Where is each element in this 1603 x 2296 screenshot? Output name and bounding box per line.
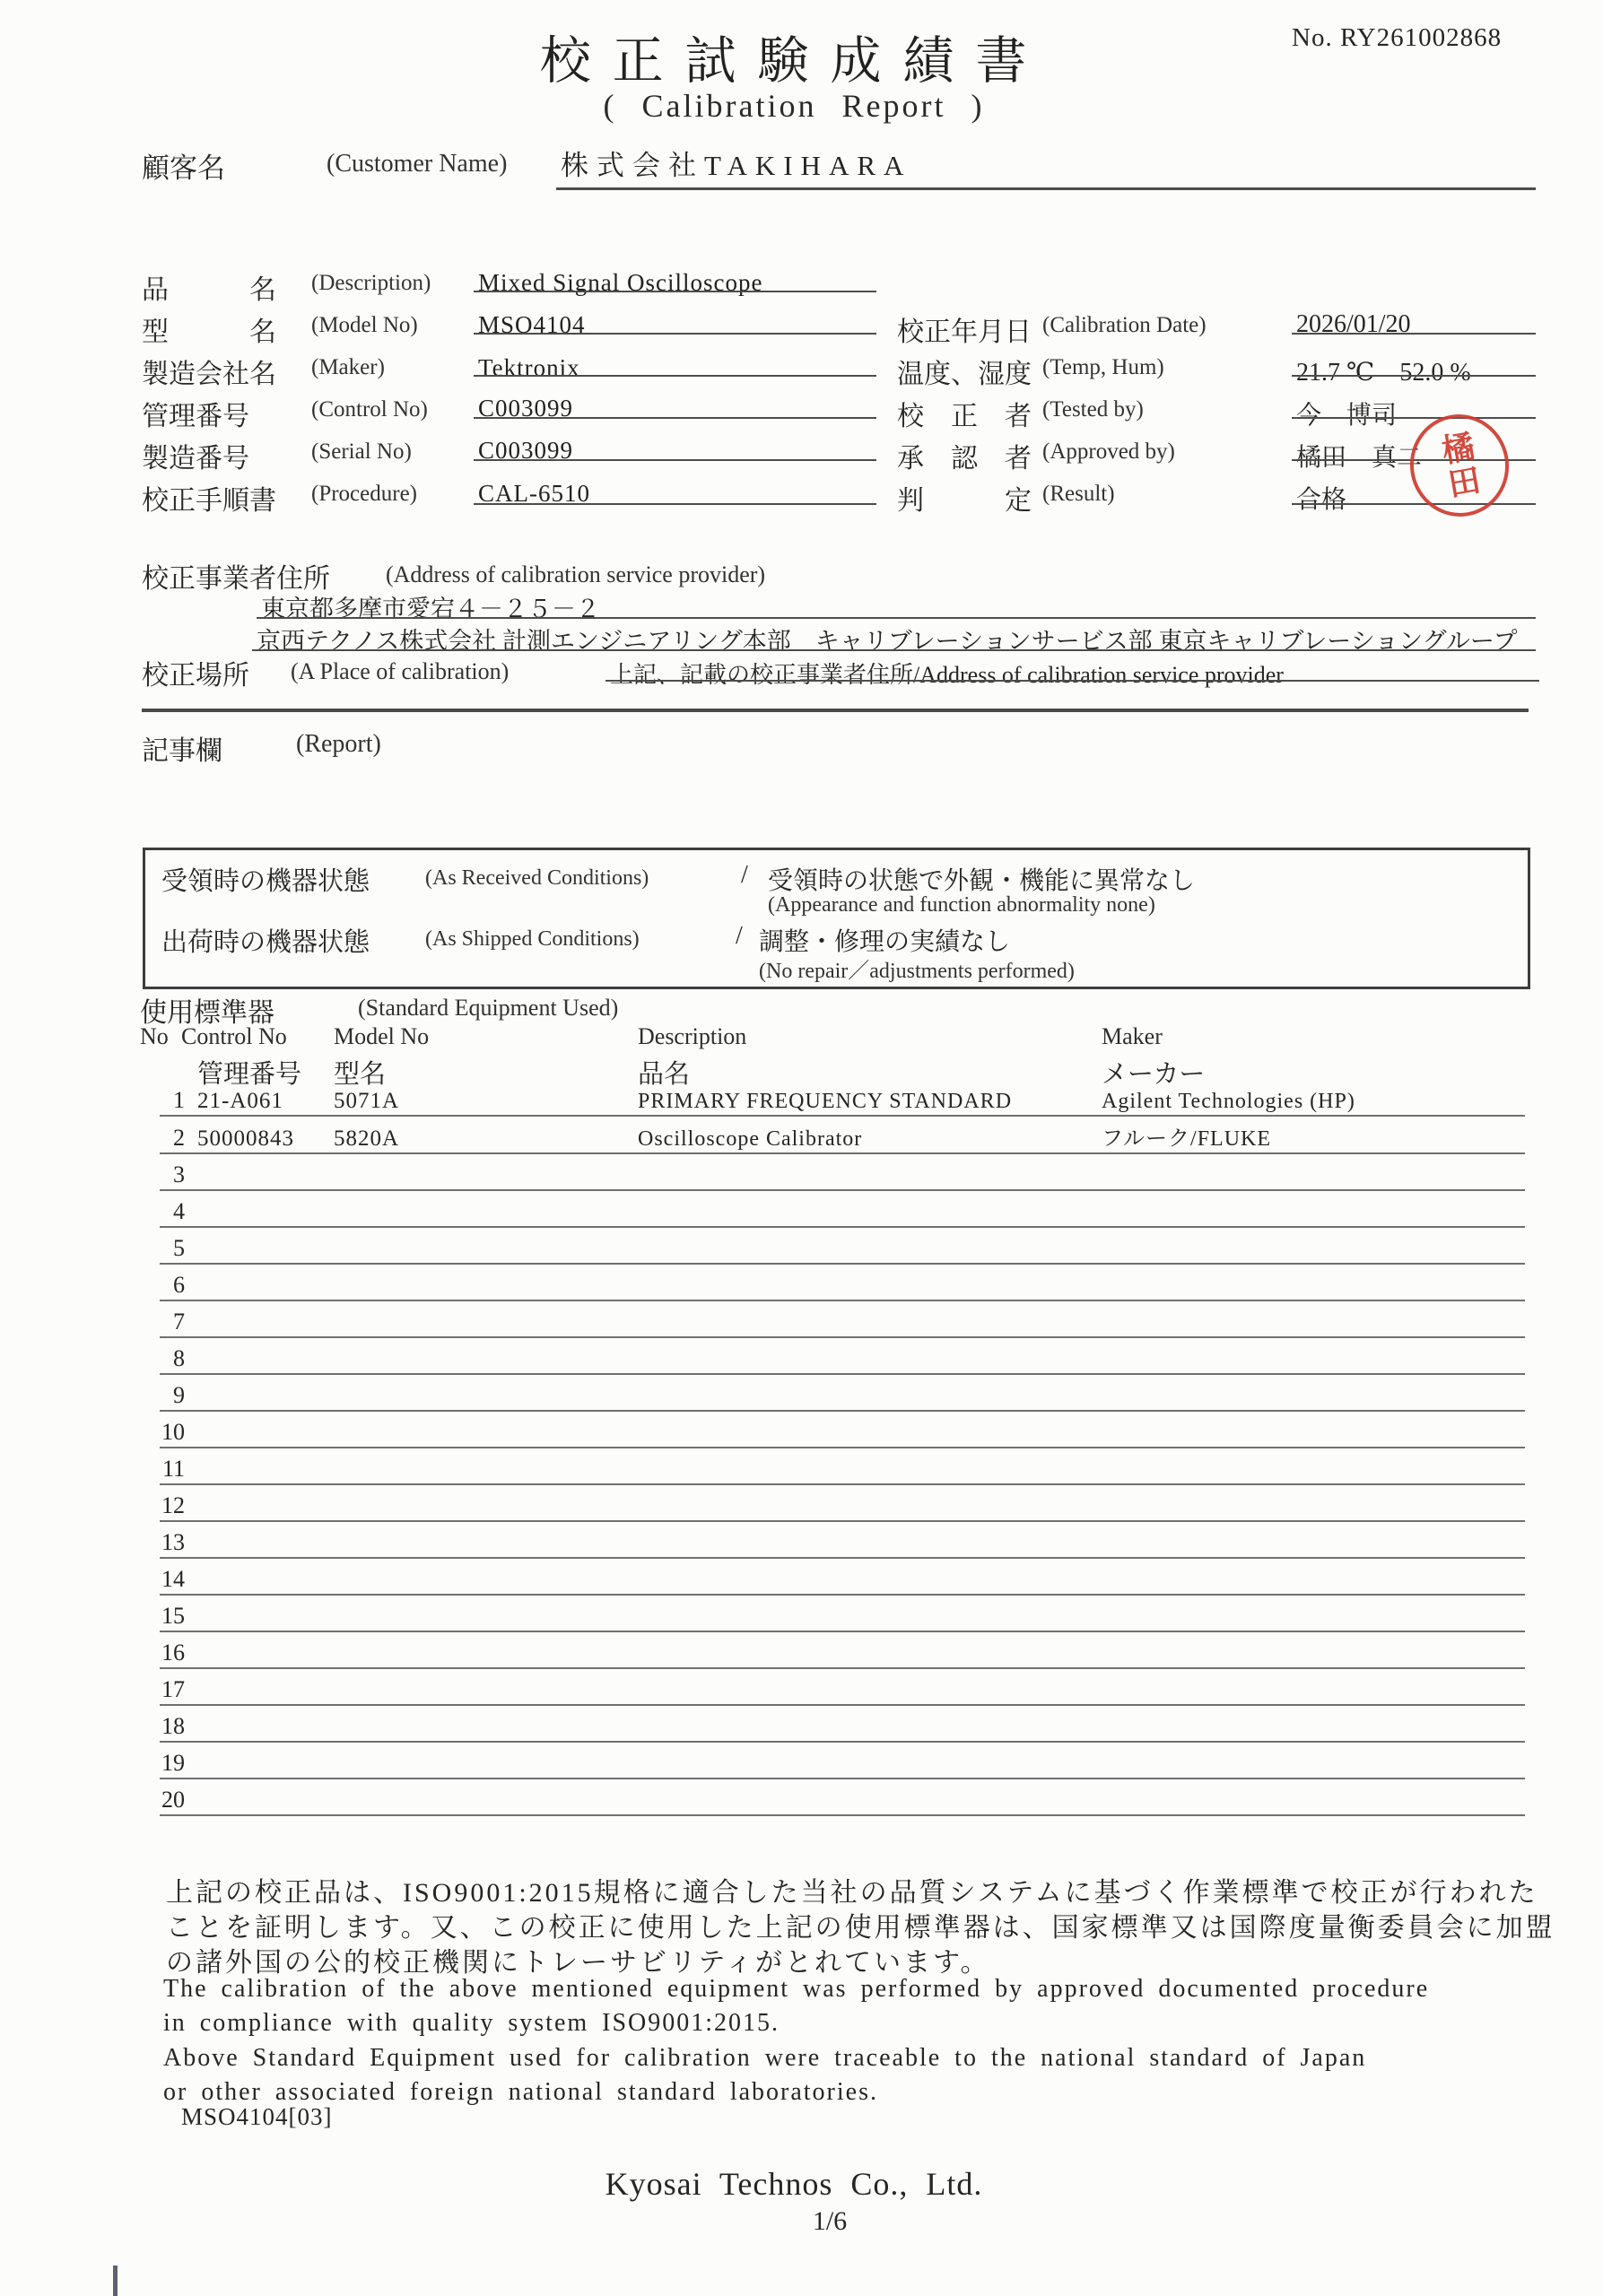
row-number: 9 xyxy=(173,1382,185,1408)
approved-by-value: 橘田 真二 xyxy=(1296,444,1423,472)
model-label: 型 名 xyxy=(142,317,276,347)
serial-no-label-english: (Serial No) xyxy=(311,439,412,464)
approval-stamp: 橘田 xyxy=(1402,406,1517,524)
equipment-table-row xyxy=(140,1559,1525,1596)
equipment-table-row xyxy=(140,1743,1525,1779)
description-label: 品 名 xyxy=(142,275,276,305)
maker-value: Tektronix xyxy=(478,354,580,381)
description-underline xyxy=(474,291,876,292)
row-control-no: 50000843 xyxy=(197,1126,294,1151)
equipment-section-title: 使用標準器 xyxy=(140,998,274,1028)
maker-label-english: (Maker) xyxy=(311,355,385,379)
equipment-table-row xyxy=(140,1485,1525,1522)
calibration-date-value: 2026/01/20 xyxy=(1296,310,1411,338)
certification-line-jp-2: ことを証明します。又、この校正に使用した上記の使用標準器は、国家標準又は国際度量衡委員会に加盟 xyxy=(166,1913,1555,1943)
row-number: 14 xyxy=(161,1566,185,1592)
certification-line-en-1: The calibration of the above mentioned equipment was performed by approved documented procedure xyxy=(163,1975,1430,2003)
row-number: 5 xyxy=(173,1235,185,1261)
calibration-date-label-english: (Calibration Date) xyxy=(1042,313,1207,337)
tested-by-label: 校 正 者 xyxy=(897,402,1032,431)
result-label-english: (Result) xyxy=(1042,482,1115,506)
row-number: 12 xyxy=(161,1492,185,1518)
control-no-label: 管理番号 xyxy=(142,402,249,431)
row-number: 8 xyxy=(173,1345,185,1371)
row-number: 6 xyxy=(173,1272,185,1298)
conditions-box xyxy=(143,848,1530,989)
row-model-no: 5820A xyxy=(334,1126,400,1151)
equipment-table-row xyxy=(140,1632,1525,1669)
report-number: No. RY261002868 xyxy=(1292,23,1503,52)
header-control-no-jp: 管理番号 xyxy=(197,1060,302,1089)
scan-artifact-mark xyxy=(113,2266,118,2296)
shipped-conditions-separator: / xyxy=(736,922,743,950)
row-control-no: 21-A061 xyxy=(197,1089,283,1113)
model-underline xyxy=(474,333,876,335)
equipment-table-row xyxy=(140,1338,1525,1375)
temp-hum-underline xyxy=(1292,375,1536,377)
control-no-underline xyxy=(474,417,876,419)
header-control-no: Control No xyxy=(181,1023,287,1049)
received-conditions-label: 受領時の機器状態 xyxy=(161,867,370,896)
serial-no-label: 製造番号 xyxy=(142,444,249,474)
row-model-no: 5071A xyxy=(334,1089,400,1113)
provider-address-line2: 京西テクノス株式会社 計測エンジニアリング本部 キャリブレーションサービス部 東京キャリブレーショングループ xyxy=(257,628,1518,655)
equipment-table-row xyxy=(140,1117,1525,1154)
model-value: MSO4104 xyxy=(478,311,586,338)
approved-by-label-english: (Approved by) xyxy=(1042,439,1175,464)
shipped-conditions-value-english: (No repair／adjustments performed) xyxy=(759,960,1075,983)
provider-address-label-english: (Address of calibration service provider) xyxy=(386,561,766,587)
report-note-label: 記事欄 xyxy=(142,736,222,766)
equipment-table-row xyxy=(140,1154,1525,1191)
row-number: 17 xyxy=(161,1676,185,1702)
equipment-table-row xyxy=(140,1265,1525,1301)
row-number: 2 xyxy=(173,1125,185,1151)
row-number: 19 xyxy=(161,1750,185,1776)
customer-underline xyxy=(556,187,1536,190)
row-number: 4 xyxy=(173,1198,185,1224)
row-description: PRIMARY FREQUENCY STANDARD xyxy=(638,1090,1013,1113)
footer-company-name: Kyosai Technos Co., Ltd. xyxy=(605,2166,983,2202)
page-title: 校正試験成績書 xyxy=(539,33,1049,90)
certification-line-en-4: or other associated foreign national standard laboratories. xyxy=(163,2078,878,2106)
temp-hum-label: 温度、湿度 xyxy=(897,360,1032,389)
calibration-date-underline xyxy=(1292,333,1536,335)
calibration-place-value: 上記、記載の校正事業者住所/Address of calibration service provider xyxy=(610,662,1284,688)
header-no: No xyxy=(140,1023,169,1049)
header-model-no: Model No xyxy=(334,1023,430,1049)
header-model-no-jp: 型名 xyxy=(334,1060,387,1089)
row-number: 20 xyxy=(161,1787,185,1813)
serial-no-underline xyxy=(474,459,876,461)
procedure-label: 校正手順書 xyxy=(142,486,276,516)
equipment-table-rows xyxy=(140,1085,1525,1816)
row-number: 13 xyxy=(161,1529,185,1555)
certification-line-en-2: in compliance with quality system ISO9001:2015. xyxy=(163,2009,780,2037)
equipment-table-row xyxy=(140,1669,1525,1706)
shipped-conditions-value: 調整・修理の実績なし xyxy=(759,928,1011,956)
footer-page-number: 1/6 xyxy=(812,2206,848,2236)
row-description: Oscilloscope Calibrator xyxy=(638,1127,863,1151)
customer-label: 顧客名 xyxy=(142,152,225,184)
received-conditions-value: 受領時の状態で外観・機能に異常なし xyxy=(768,867,1196,895)
equipment-table-row xyxy=(140,1191,1525,1228)
result-label: 判 定 xyxy=(897,486,1032,516)
result-underline xyxy=(1292,503,1536,505)
header-description-jp: 品名 xyxy=(638,1060,691,1089)
approved-by-label: 承 認 者 xyxy=(897,444,1032,474)
description-value: Mixed Signal Oscilloscope xyxy=(478,269,763,296)
description-label-english: (Description) xyxy=(311,271,431,295)
equipment-table-row xyxy=(140,1522,1525,1559)
section-divider xyxy=(142,709,1529,712)
control-no-label-english: (Control No) xyxy=(311,397,428,422)
equipment-table-row xyxy=(140,1085,1525,1117)
provider-address-line1-underline xyxy=(257,617,1536,619)
certification-line-en-3: Above Standard Equipment used for calibration were traceable to the national standard of Japan xyxy=(163,2044,1367,2072)
equipment-table-row xyxy=(140,1448,1525,1485)
row-number: 10 xyxy=(161,1419,185,1445)
row-number: 1 xyxy=(173,1087,185,1113)
calibration-place-label-english: (A Place of calibration) xyxy=(291,658,510,684)
row-number: 15 xyxy=(161,1603,185,1629)
tested-by-underline xyxy=(1292,417,1536,419)
page-title-english: ( Calibration Report ) xyxy=(603,88,985,124)
equipment-table-row xyxy=(140,1301,1525,1338)
calibration-date-label: 校正年月日 xyxy=(897,317,1032,347)
temp-hum-label-english: (Temp, Hum) xyxy=(1042,355,1164,379)
serial-no-value: C003099 xyxy=(478,437,574,464)
customer-name-value: 株式会社TAKIHARA xyxy=(561,150,912,181)
provider-address-line2-underline xyxy=(252,649,1536,651)
equipment-table-row xyxy=(140,1596,1525,1632)
equipment-table-row xyxy=(140,1779,1525,1816)
row-number: 7 xyxy=(173,1309,185,1335)
temp-hum-value: 21.7 ℃ 52.0 % xyxy=(1296,359,1471,387)
received-conditions-value-english: (Appearance and function abnormality none) xyxy=(768,893,1155,917)
header-maker: Maker xyxy=(1102,1023,1163,1049)
equipment-section-title-english: (Standard Equipment Used) xyxy=(358,995,619,1021)
certification-line-jp-3: の諸外国の公的校正機関にトレーサビリティがとれています。 xyxy=(166,1948,990,1978)
equipment-table-row xyxy=(140,1706,1525,1743)
shipped-conditions-label-english: (As Shipped Conditions) xyxy=(425,927,640,951)
procedure-value: CAL-6510 xyxy=(478,480,590,507)
row-maker: フルーク/FLUKE xyxy=(1102,1127,1272,1151)
calibration-place-underline xyxy=(605,680,1539,682)
provider-address-line1: 東京都多摩市愛宕４－２５－２ xyxy=(261,596,600,622)
control-no-value: C003099 xyxy=(478,395,574,422)
result-value: 合格 xyxy=(1296,486,1347,514)
shipped-conditions-label: 出荷時の機器状態 xyxy=(161,928,370,957)
provider-address-label: 校正事業者住所 xyxy=(142,564,330,594)
row-number: 18 xyxy=(161,1713,185,1739)
tested-by-value: 今 博司 xyxy=(1296,402,1398,430)
received-conditions-separator: / xyxy=(741,861,748,889)
report-note-label-english: (Report) xyxy=(296,730,381,758)
row-maker: Agilent Technologies (HP) xyxy=(1102,1090,1355,1113)
equipment-table-row xyxy=(140,1228,1525,1265)
maker-label: 製造会社名 xyxy=(142,360,276,389)
header-maker-jp: メーカー xyxy=(1102,1060,1206,1089)
received-conditions-label-english: (As Received Conditions) xyxy=(425,866,649,890)
header-description: Description xyxy=(638,1023,747,1049)
row-number: 16 xyxy=(161,1639,185,1665)
procedure-label-english: (Procedure) xyxy=(311,482,417,506)
tested-by-label-english: (Tested by) xyxy=(1042,397,1144,422)
row-number: 11 xyxy=(161,1456,185,1482)
model-label-english: (Model No) xyxy=(311,313,418,337)
calibration-place-label: 校正場所 xyxy=(142,661,249,691)
equipment-table-row xyxy=(140,1412,1525,1448)
customer-label-english: (Customer Name) xyxy=(327,150,508,178)
row-number: 3 xyxy=(173,1161,185,1187)
procedure-underline xyxy=(474,503,876,505)
model-reference: MSO4104[03] xyxy=(181,2103,333,2130)
certification-line-jp-1: 上記の校正品は、ISO9001:2015規格に適合した当社の品質システムに基づく作業標準で校正が行われた xyxy=(166,1878,1538,1908)
equipment-table-row xyxy=(140,1375,1525,1412)
maker-underline xyxy=(474,375,876,377)
